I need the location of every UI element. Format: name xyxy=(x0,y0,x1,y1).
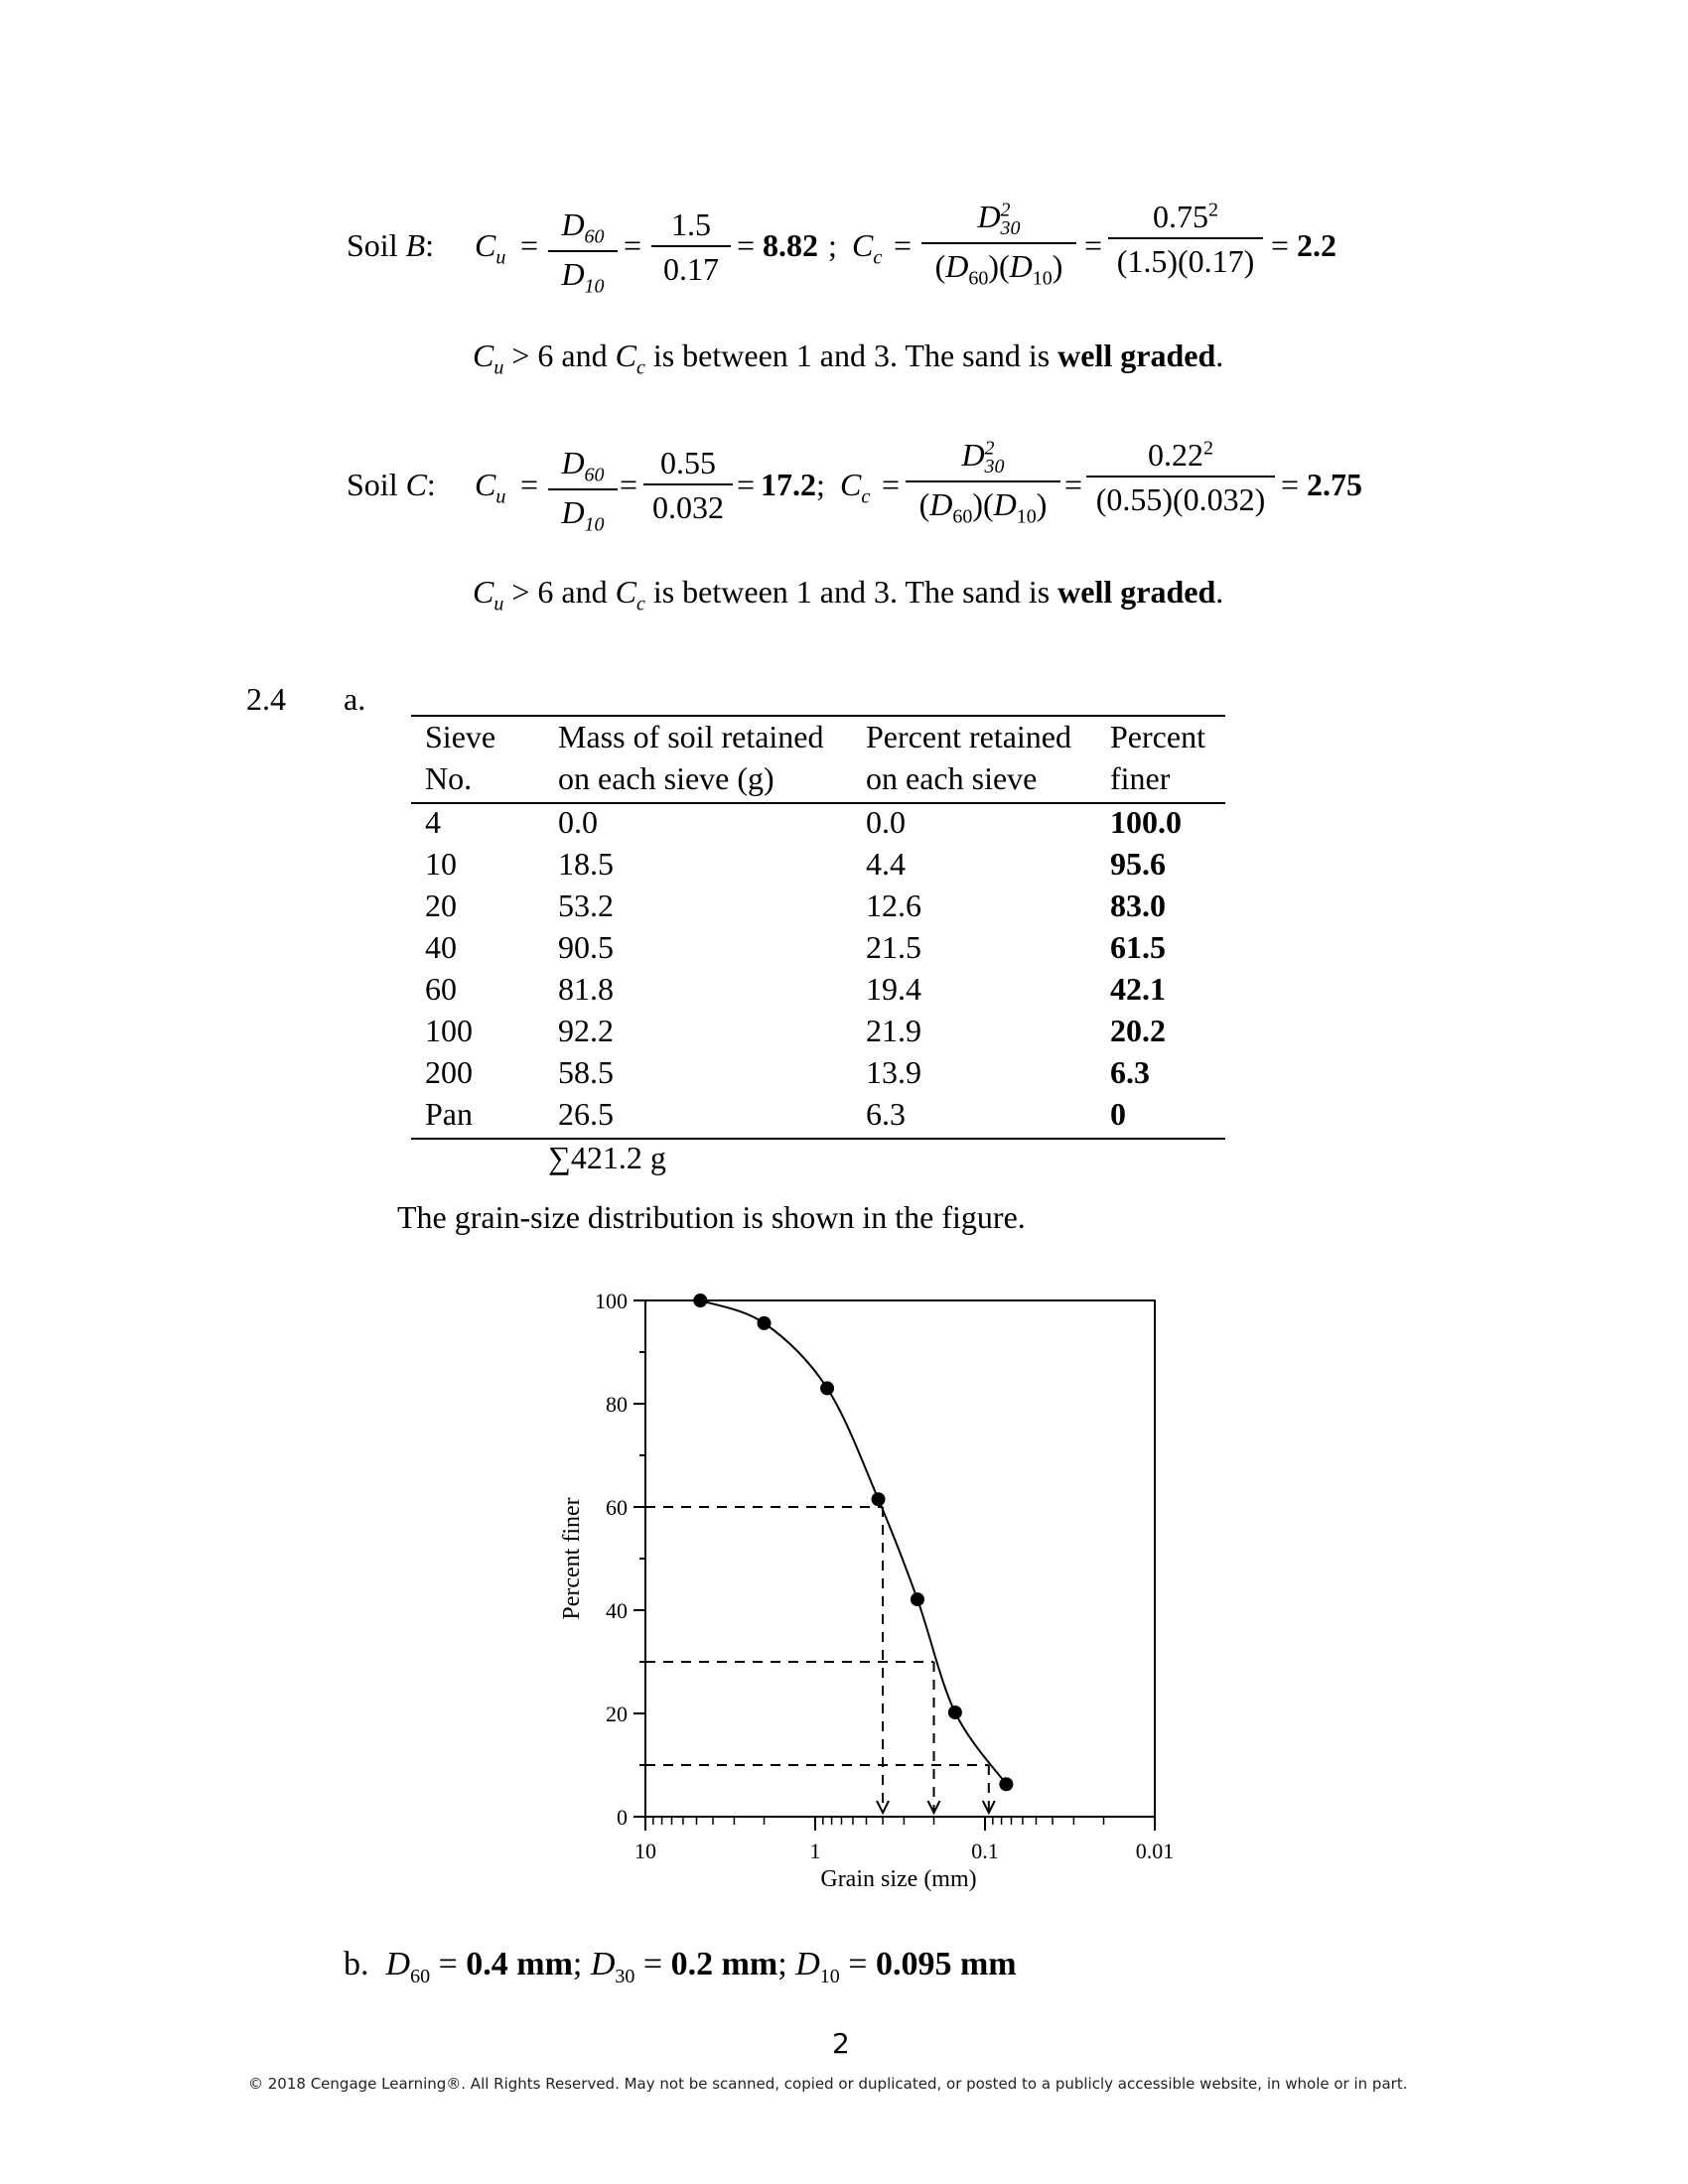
table-header-cell: Sieve xyxy=(411,716,544,760)
percent-retained-cell: 12.6 xyxy=(866,887,921,923)
mass-cell: 90.5 xyxy=(558,929,614,965)
data-point xyxy=(872,1492,886,1506)
part-a-label: a. xyxy=(344,681,366,717)
percent-finer-cell: 20.2 xyxy=(1110,1013,1166,1048)
mass-cell: 18.5 xyxy=(558,846,614,882)
table-row xyxy=(411,971,1225,1013)
percent-retained-cell: 6.3 xyxy=(852,1096,1096,1139)
sieve-analysis-table xyxy=(411,715,1225,1181)
percent-retained-cell: 19.4 xyxy=(866,971,921,1007)
table-header-cell: No. xyxy=(411,760,544,803)
mass-cell: 26.5 xyxy=(544,1096,852,1139)
d60-value: 0.4 mm xyxy=(466,1946,573,1982)
grain-size-chart xyxy=(0,1251,1688,1892)
table-total-row xyxy=(411,1139,1225,1181)
part-b-answer: b. $D_{60} = 0.4$ mm; $D_{30} = 0.2$ mm; $D_{10} = 0.095$ mm xyxy=(344,1946,1017,1987)
d30-value: 0.2 mm xyxy=(670,1946,778,1982)
percent-retained-cell: 21.5 xyxy=(866,929,921,965)
part-b-label: b. xyxy=(344,1946,369,1982)
mass-cell: 0.0 xyxy=(558,804,598,840)
axis-ticks xyxy=(633,1300,1155,1831)
sieve-no-cell: 200 xyxy=(425,1054,473,1090)
data-point xyxy=(911,1592,924,1606)
sieve-no-cell: 40 xyxy=(425,929,457,965)
table-row xyxy=(411,929,1225,971)
table-row xyxy=(411,1013,1225,1054)
mass-cell: 53.2 xyxy=(558,887,614,923)
soil-b-label: Soil B: xyxy=(347,227,435,263)
mass-cell: 81.8 xyxy=(558,971,614,1007)
plot-frame xyxy=(645,1300,1155,1817)
percent-retained-cell: 0.0 xyxy=(866,804,906,840)
percent-finer-cell: 6.3 xyxy=(1110,1054,1150,1090)
cu-symbol: $C_u$ xyxy=(475,227,506,269)
soil-b-conclusion: $C_u > 6$ and $C_c$ is between 1 and 3. The sand is well graded. xyxy=(473,338,1224,379)
percent-retained-cell: 13.9 xyxy=(866,1054,921,1090)
x-tick-label: 1 xyxy=(809,1839,821,1863)
percent-finer-cell: 100.0 xyxy=(1110,804,1182,840)
cu-c-result: 17.2 xyxy=(761,467,816,502)
y-tick-label: 40 xyxy=(606,1598,628,1623)
cc-value-ratio: $\frac{0.75^2}{(1.5)(0.17)}$ xyxy=(1108,199,1263,280)
x-tick-label: 0.01 xyxy=(1135,1839,1175,1863)
soil-c-label: Soil C: xyxy=(347,467,436,502)
cc-symbol: $C_c$ xyxy=(852,227,883,269)
data-point xyxy=(693,1294,707,1307)
problem-number: 2.4 xyxy=(246,681,286,717)
y-axis-label: Percent finer xyxy=(559,1497,585,1620)
cu-c-value-ratio: $\frac{0.55}{0.032}$ xyxy=(643,445,733,526)
table-header-cell: Percent retained xyxy=(852,716,1096,760)
sieve-no-cell: Pan xyxy=(411,1096,544,1139)
sieve-no-cell: 20 xyxy=(425,887,457,923)
data-point xyxy=(758,1316,772,1330)
table-header-row xyxy=(411,716,1225,760)
table-row xyxy=(411,1096,1225,1139)
percent-finer-cell: 95.6 xyxy=(1110,846,1166,882)
data-point xyxy=(999,1777,1013,1791)
cc-result: 2.2 xyxy=(1297,227,1336,263)
mass-cell: 92.2 xyxy=(558,1013,614,1048)
table-row xyxy=(411,887,1225,929)
copyright-footer: © 2018 Cengage Learning®. All Rights Reserved. May not be scanned, copied or duplicated, or posted to a publicly accessible website, in whole or in part. xyxy=(248,2075,1408,2093)
x-axis-label: Grain size (mm) xyxy=(820,1866,977,1892)
percent-retained-cell: 21.9 xyxy=(866,1013,921,1048)
table-row xyxy=(411,803,1225,846)
page-number: 2 xyxy=(832,2027,850,2060)
table-header-row xyxy=(411,760,1225,803)
data-point xyxy=(948,1706,962,1719)
percent-finer-cell: 61.5 xyxy=(1110,929,1166,965)
cc-c-result: 2.75 xyxy=(1307,467,1362,502)
table-header-cell: on each sieve xyxy=(852,760,1096,803)
data-points xyxy=(693,1294,1013,1791)
y-tick-label: 80 xyxy=(606,1392,628,1417)
table-header-cell: Percent xyxy=(1096,716,1225,760)
soil-c-conclusion: $C_u > 6$ and $C_c$ is between 1 and 3. The sand is well graded. xyxy=(473,574,1224,615)
percent-finer-cell: 0 xyxy=(1096,1096,1225,1139)
cu-value-ratio: $\frac{1.5}{0.17}$ xyxy=(651,206,731,288)
cc-d-ratio: $\frac{D^2_{30}}{(D_{60})(D_{10})}$ xyxy=(921,199,1076,291)
table-header-cell: Mass of soil retained xyxy=(544,716,852,760)
sieve-no-cell: 100 xyxy=(425,1013,473,1048)
guide-lines xyxy=(645,1507,995,1813)
y-tick-labels xyxy=(595,1289,628,1830)
x-tick-labels xyxy=(634,1839,1174,1863)
y-tick-label: 100 xyxy=(595,1289,628,1313)
table-row xyxy=(411,1054,1225,1096)
x-tick-label: 10 xyxy=(634,1839,656,1863)
sieve-no-cell: 10 xyxy=(425,846,457,882)
x-tick-label: 0.1 xyxy=(971,1839,999,1863)
d10-value: 0.095 mm xyxy=(875,1946,1017,1982)
cu-result: 8.82 xyxy=(763,227,818,263)
percent-finer-cell: 83.0 xyxy=(1110,887,1166,923)
y-tick-label: 0 xyxy=(617,1805,628,1830)
y-tick-label: 20 xyxy=(606,1702,628,1726)
figure-caption: The grain-size distribution is shown in the figure. xyxy=(397,1199,1026,1235)
percent-finer-cell: 42.1 xyxy=(1110,971,1166,1007)
sieve-no-cell: 4 xyxy=(425,804,441,840)
table-header-cell: finer xyxy=(1096,760,1225,803)
y-tick-label: 60 xyxy=(606,1495,628,1520)
sieve-no-cell: 60 xyxy=(425,971,457,1007)
cu-d-ratio: $\frac{D_{60}}{D_{10}}$ xyxy=(548,206,618,299)
data-point xyxy=(820,1381,834,1395)
table-header-cell: on each sieve (g) xyxy=(544,760,852,803)
cc-c-value-ratio: $\frac{0.22^2}{(0.55)(0.032)}$ xyxy=(1086,437,1275,518)
percent-retained-cell: 4.4 xyxy=(866,846,906,882)
table-row xyxy=(411,846,1225,887)
mass-cell: 58.5 xyxy=(558,1054,614,1090)
mass-total: ∑421.2 g xyxy=(548,1140,666,1175)
